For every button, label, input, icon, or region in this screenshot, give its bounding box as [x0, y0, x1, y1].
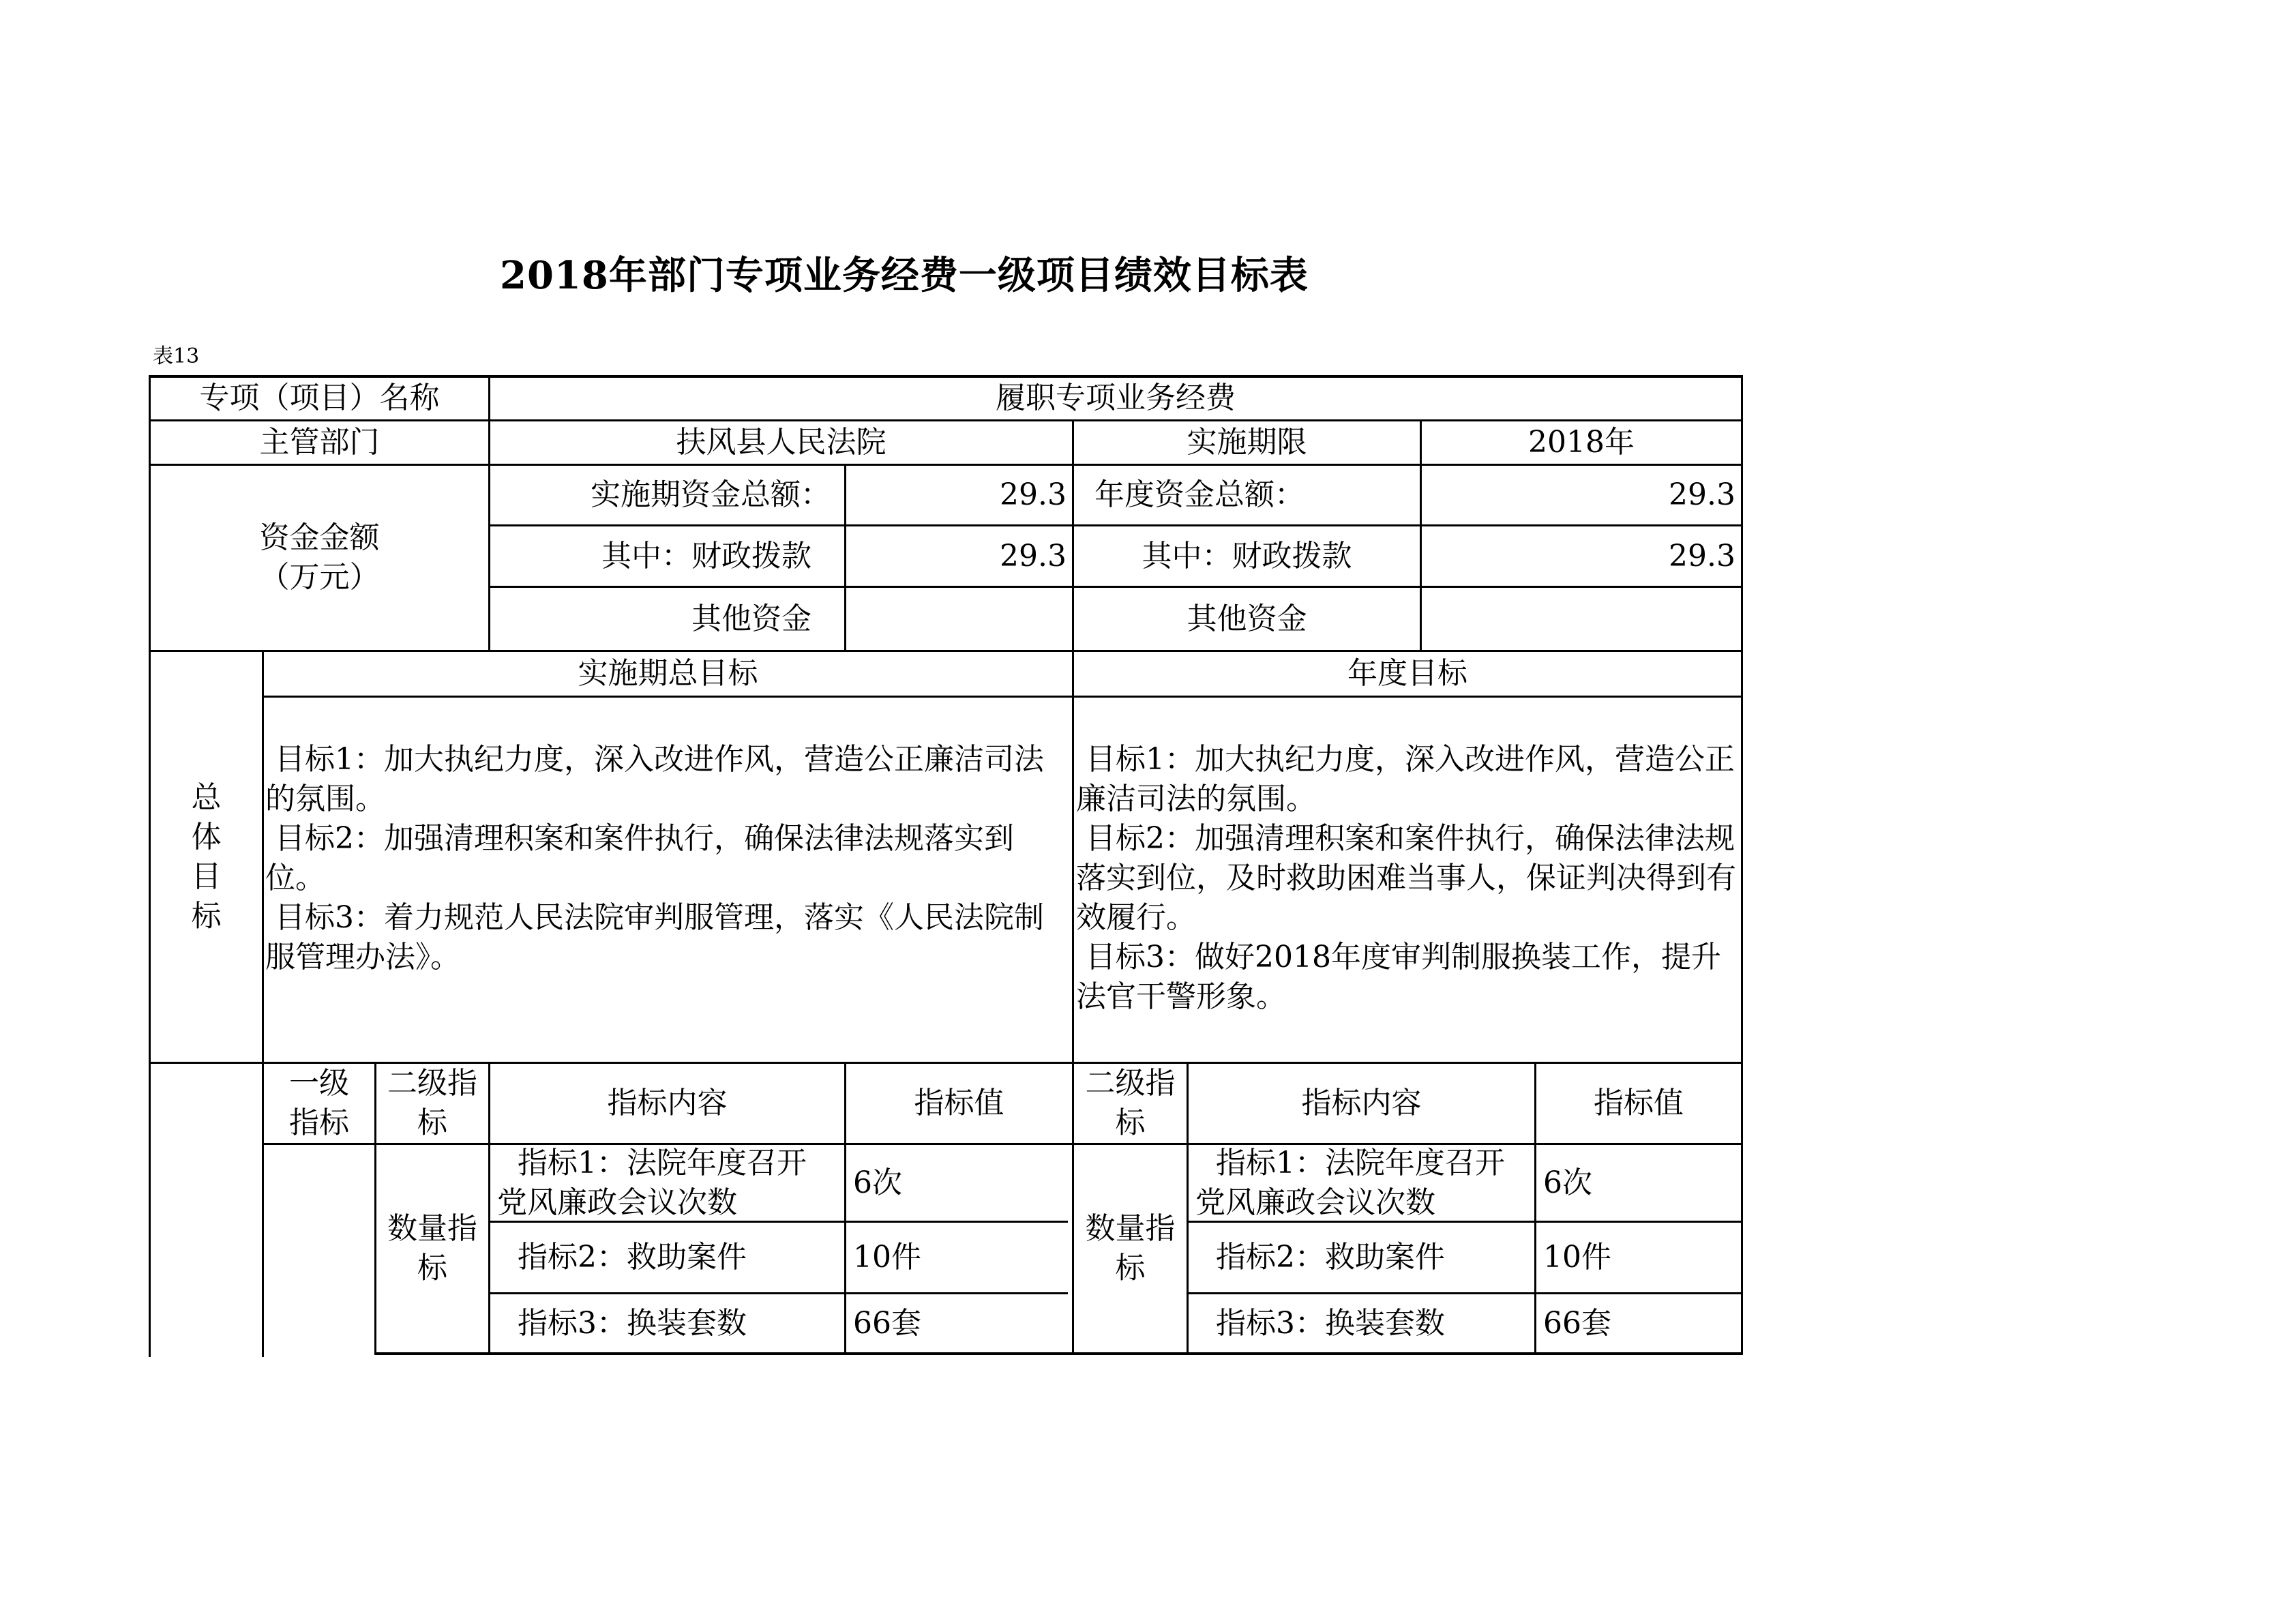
- indicator-content: 指标2：救助案件: [518, 1240, 747, 1275]
- level2-header-line: 二级指: [1085, 1066, 1176, 1101]
- annual-other-value: [1422, 588, 1741, 650]
- table-number: 表13: [153, 344, 200, 368]
- indicator-value: 66套: [1543, 1305, 1611, 1341]
- department-label: 主管部门: [259, 425, 380, 460]
- impl-total-value: 29.3: [1000, 477, 1067, 512]
- indicator-content: 指标3：换装套数: [1216, 1305, 1445, 1341]
- impl-other-label: 其他资金: [691, 601, 811, 636]
- annual-total-label: 年度资金总额：: [1094, 477, 1304, 512]
- level2-indicator-header-left: [376, 1064, 488, 1143]
- level2-header-line: 标: [1115, 1105, 1146, 1140]
- period-value: 2018年: [1528, 425, 1635, 460]
- table-row: [490, 1145, 844, 1221]
- quantity-line: 数量指: [387, 1211, 477, 1246]
- quantity-line: 标: [417, 1251, 447, 1285]
- period-label: 实施期限: [1187, 425, 1307, 460]
- impl-other-value: [846, 588, 1072, 650]
- content-header-left: 指标内容: [607, 1086, 728, 1120]
- annual-goal-header: 年度目标: [1347, 656, 1467, 691]
- indicator-value: 6次: [853, 1165, 902, 1200]
- content-header-right: 指标内容: [1301, 1086, 1422, 1120]
- overall-goal-char: 总: [191, 779, 222, 815]
- level1-indicator-header: [264, 1064, 374, 1143]
- level2-indicator-header-right: [1074, 1064, 1187, 1143]
- impl-goal-text: 目标1：加大执纪力度，深入改进作风，营造公正廉洁司法的氛围。 目标2：加强清理积案和案件执行，确保法律法规落实到位。 目标3：着力规范人民法院审判服管理，落实《人民法院制服管理办法》。: [265, 742, 1044, 974]
- value-header-left: 指标值: [914, 1086, 1004, 1120]
- indicator-value: 66套: [853, 1305, 921, 1341]
- page-title: 2018年部门专项业务经费一级项目绩效目标表: [500, 253, 1309, 298]
- level2-header-line: 二级指: [387, 1066, 477, 1101]
- impl-total-label: 实施期资金总额：: [591, 477, 831, 512]
- impl-fiscal-value: 29.3: [1000, 538, 1067, 574]
- indicator-value: 10件: [853, 1240, 921, 1275]
- level2-header-line: 标: [417, 1105, 447, 1140]
- funds-label-line1: 资金金额: [259, 520, 380, 555]
- indicator-value: 10件: [1543, 1240, 1611, 1275]
- quantity-line: 标: [1115, 1251, 1146, 1285]
- indicator-content-line: 指标1：法院年度召开: [518, 1145, 807, 1180]
- indicator-content-line: 党风廉政会议次数: [497, 1185, 737, 1220]
- table-row: [1189, 1145, 1534, 1221]
- project-name-value: 履职专项业务经费: [996, 381, 1236, 415]
- overall-goal-char: 标: [191, 898, 222, 934]
- indicator-content: 指标2：救助案件: [1216, 1240, 1445, 1275]
- indicator-content-line: 党风廉政会议次数: [1195, 1185, 1435, 1220]
- level1-header-line: 一级: [289, 1066, 349, 1101]
- funds-label-line2: （万元）: [259, 560, 380, 595]
- annual-other-label: 其他资金: [1187, 601, 1307, 636]
- overall-goal-label: [151, 652, 262, 1062]
- indicator-value: 6次: [1543, 1165, 1592, 1200]
- indicator-content-line: 指标1：法院年度召开: [1216, 1145, 1505, 1180]
- impl-goal-header: 实施期总目标: [578, 656, 758, 691]
- project-name-label: 专项（项目）名称: [199, 381, 440, 415]
- quantity-indicator-right: [1074, 1145, 1187, 1352]
- overall-goal-char: 体: [191, 819, 222, 854]
- annual-fiscal-value: 29.3: [1669, 538, 1735, 574]
- level1-header-line: 指标: [289, 1105, 349, 1140]
- impl-fiscal-label: 其中：财政拨款: [601, 538, 811, 574]
- quantity-indicator-left: [376, 1145, 488, 1352]
- quantity-line: 数量指: [1085, 1211, 1176, 1246]
- annual-fiscal-label: 其中：财政拨款: [1142, 538, 1352, 574]
- department-value: 扶风县人民法院: [676, 425, 886, 460]
- annual-total-value: 29.3: [1669, 477, 1735, 512]
- annual-goal-text: 目标1：加大执纪力度，深入改进作风，营造公正廉洁司法的氛围。 目标2：加强清理积案和案件执行，确保法律法规落实到位，及时救助困难当事人，保证判决得到有效履行。 目标3：做好2018年度审判制服换装工作，提升法官干警形象。: [1076, 742, 1736, 1014]
- indicator-content: 指标3：换装套数: [518, 1305, 747, 1341]
- overall-goal-char: 目: [191, 859, 222, 894]
- value-header-right: 指标值: [1594, 1086, 1684, 1120]
- funds-label: [151, 466, 488, 650]
